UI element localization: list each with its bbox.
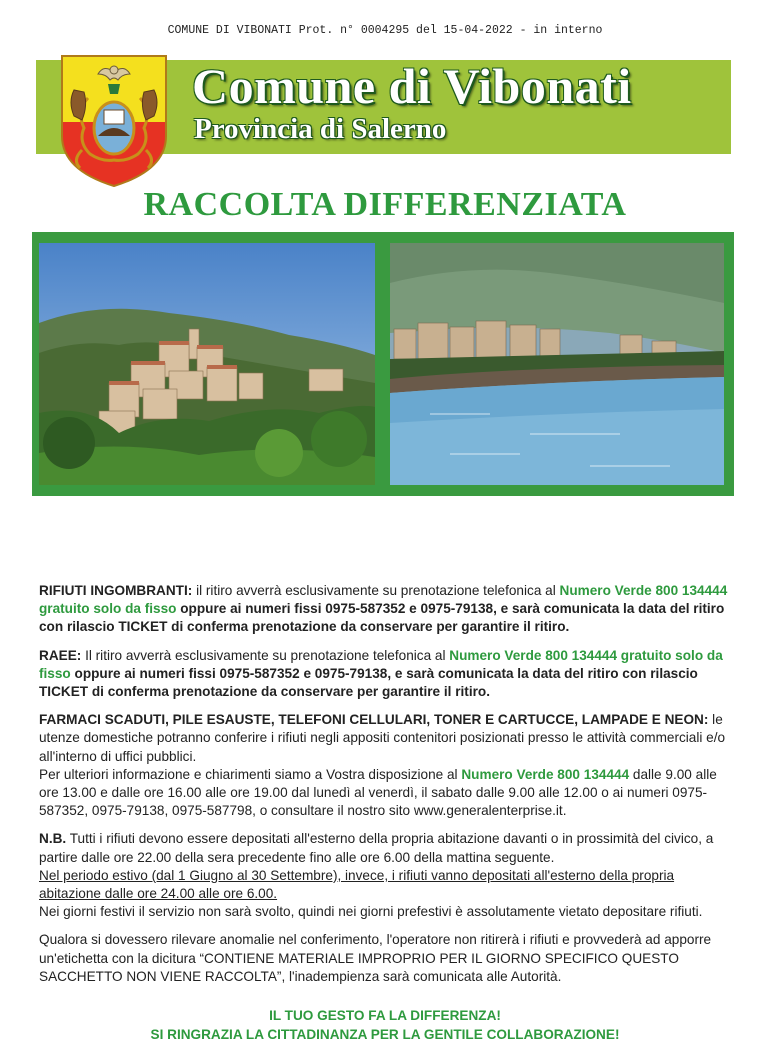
- farmaci-info-end: dalle 9.00 alle ore 13.00 e dalle ore 16.00 alle ore 19.00 dal lunedì al venerdì, il sabato dalle 9.00 alle 12.00 o ai numeri 0975-587352, 0975-79138, 0975-587798, o consultare il nostro sito www.generalenterprise.it.: [39, 766, 717, 819]
- ingombranti-green-number: Numero Verde 800 134444 gratuito solo da fisso: [39, 583, 728, 617]
- farmaci-paragraph: [39, 711, 729, 820]
- farmaci-label: FARMACI SCADUTI, PILE ESAUSTE, TELEFONI CELLULARI, TONER E CARTUCCE, LAMPADE E NEON:: [39, 712, 709, 728]
- raee-green-number: Numero Verde 800 134444 gratuito solo da fisso: [39, 647, 723, 681]
- footer-line-1: IL TUO GESTO FA LA DIFFERENZA!: [269, 1008, 501, 1023]
- nb-holiday-note: Nei giorni festivi il servizio non sarà svolto, quindi nei giorni prefestivi è assolutamente vietato depositare rifiuti.: [39, 904, 703, 920]
- anomalie-paragraph: Qualora si dovessero rilevare anomalie nel conferimento, l'operatore non ritirerà i rifiuti e provvederà ad apporre un'etichetta con la dicitura “CONTIENE MATERIALE IMPROPRIO PER IL GIORNO SPECIFICO QUESTO SACCHETTO NON VIENE RACCOLTA”, l'inadempienza sarà comunicata alle Autorità.: [39, 932, 712, 984]
- municipal-crest: [58, 50, 170, 190]
- notice-body: [39, 582, 729, 996]
- raee-rest: oppure ai numeri fissi 0975-587352 e 0975-79138, e sarà comunicata la data del ritiro con rilascio TICKET di conferma prenotazione da conservare per garantire il ritiro.: [39, 665, 698, 700]
- page-subtitle: Provincia di Salerno: [194, 113, 447, 145]
- nb-paragraph: [39, 830, 729, 921]
- raee-label: RAEE:: [39, 647, 82, 663]
- protocol-line: COMUNE DI VIBONATI Prot. n° 0004295 del 15-04-2022 - in interno: [167, 24, 603, 37]
- raee-paragraph: [39, 647, 729, 702]
- section-title: RACCOLTA DIFFERENZIATA: [143, 186, 627, 223]
- footer-message: [0, 1006, 770, 1044]
- farmaci-green-number: Numero Verde 800 134444: [461, 766, 630, 782]
- nb-text: Tutti i rifiuti devono essere depositati all'esterno della propria abitazione davanti o in prossimità del civico, a partire dalle ore 22.00 della sera precedente fino alle ore 6.00 della mattina seguente.: [39, 831, 714, 865]
- seaside-beach-photo: [390, 243, 724, 485]
- ingombranti-paragraph: [39, 582, 729, 637]
- hilltop-village-photo: [39, 243, 375, 485]
- ingombranti-label: RIFIUTI INGOMBRANTI:: [39, 583, 193, 598]
- ingombranti-rest: oppure ai numeri fissi 0975-587352 e 0975-79138, e sarà comunicata la data del ritiro con rilascio TICKET di conferma prenotazione da conservare per garantire il ritiro.: [39, 601, 725, 635]
- farmaci-info-start: Per ulteriori informazione e chiarimenti siamo a Vostra disposizione al: [39, 766, 462, 782]
- footer-line-2: SI RINGRAZIA LA CITTADINANZA PER LA GENTILE COLLABORAZIONE!: [150, 1027, 620, 1042]
- raee-text: Il ritiro avverrà esclusivamente su prenotazione telefonica al: [81, 647, 450, 663]
- farmaci-text: le utenze domestiche potranno conferire i rifiuti negli appositi contenitori posizionati presso le attività commerciali e/o all'interno di uffici pubblici.: [39, 712, 726, 764]
- ingombranti-text: il ritiro avverrà esclusivamente su prenotazione telefonica al: [192, 583, 560, 598]
- nb-summer-note: Nel periodo estivo (dal 1 Giugno al 30 Settembre), invece, i rifiuti vanno depositati all'esterno della propria abitazione dalle ore 24.00 alle ore 6.00.: [39, 867, 675, 902]
- page-title: Comune di Vibonati: [192, 58, 632, 114]
- nb-label: N.B.: [39, 831, 67, 847]
